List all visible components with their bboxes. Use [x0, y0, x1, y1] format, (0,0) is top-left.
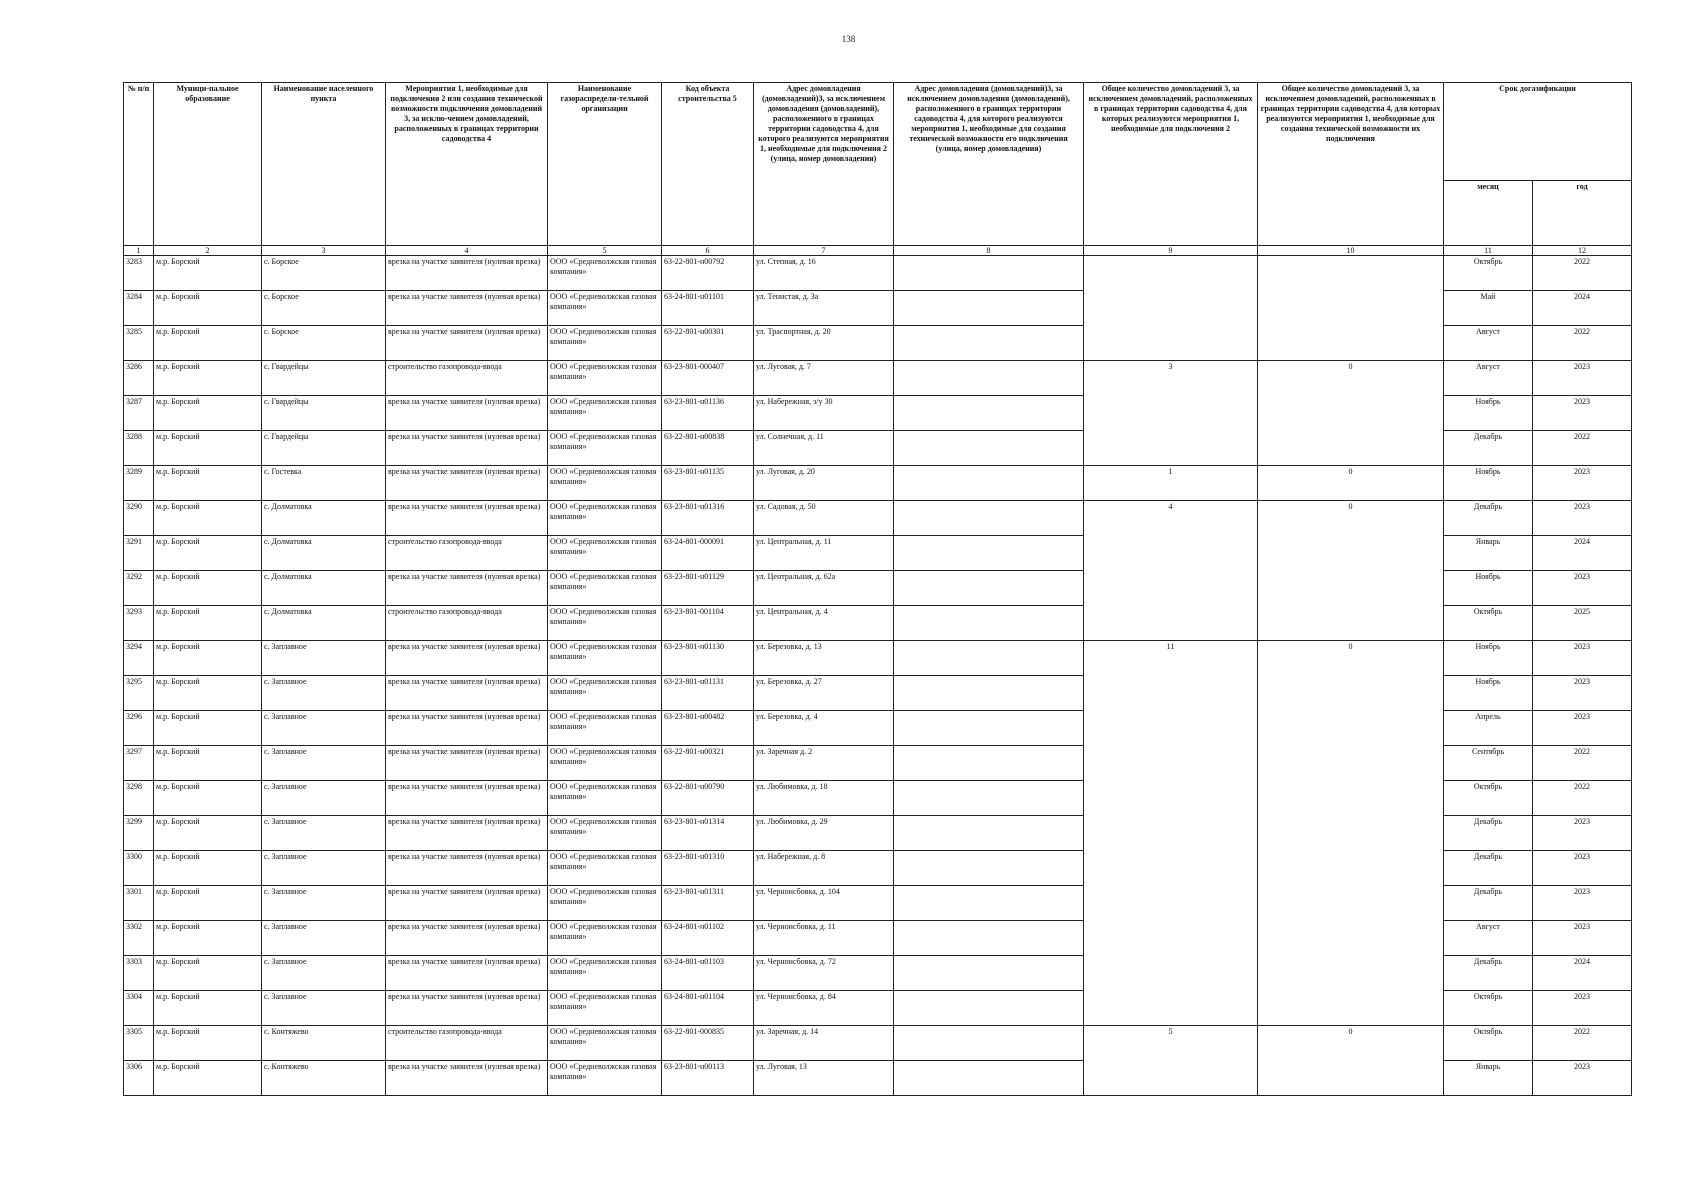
- settlement-cell: с. Гвардейцы: [262, 396, 386, 431]
- month-cell: Январь: [1444, 1061, 1533, 1096]
- organization-cell: ООО «Средневолжская газовая компания»: [548, 1026, 662, 1061]
- month-cell: Октябрь: [1444, 781, 1533, 816]
- object-code-cell: 63-23-801-н00482: [662, 711, 754, 746]
- address-cell: ул. Березовка, д. 4: [754, 711, 894, 746]
- year-cell: 2023: [1533, 396, 1632, 431]
- address-cell: ул. Любимовка, д. 18: [754, 781, 894, 816]
- settlement-cell: с. Заплавное: [262, 746, 386, 781]
- measure-cell: врезка на участке заявителя (нулевая врезка): [386, 326, 548, 361]
- year-cell: 2023: [1533, 1061, 1632, 1096]
- address-technical-cell: [894, 501, 1084, 536]
- settlement-cell: с. Заплавное: [262, 921, 386, 956]
- settlement-cell: с. Борское: [262, 291, 386, 326]
- month-cell: Сентябрь: [1444, 746, 1533, 781]
- month-cell: Декабрь: [1444, 851, 1533, 886]
- municipality-cell: м.р. Борский: [154, 956, 262, 991]
- object-code-cell: 63-22-801-н00790: [662, 781, 754, 816]
- measure-cell: строительство газопровода-ввода: [386, 361, 548, 396]
- year-cell: 2024: [1533, 536, 1632, 571]
- settlement-cell: с. Гостевка: [262, 466, 386, 501]
- year-cell: 2023: [1533, 641, 1632, 676]
- row-number: 3289: [124, 466, 154, 501]
- year-cell: 2023: [1533, 886, 1632, 921]
- year-cell: 2024: [1533, 291, 1632, 326]
- municipality-cell: м.р. Борский: [154, 676, 262, 711]
- address-cell: ул. Центральная, д. 62а: [754, 571, 894, 606]
- organization-cell: ООО «Средневолжская газовая компания»: [548, 466, 662, 501]
- settlement-cell: с. Заплавное: [262, 886, 386, 921]
- municipality-cell: м.р. Борский: [154, 536, 262, 571]
- address-cell: ул. Черноисбовка, д. 84: [754, 991, 894, 1026]
- header-row: [124, 83, 1632, 181]
- settlement-cell: с. Гвардейцы: [262, 431, 386, 466]
- measure-cell: строительство газопровода-ввода: [386, 606, 548, 641]
- count-connection-cell: 5: [1084, 1026, 1258, 1096]
- organization-cell: ООО «Средневолжская газовая компания»: [548, 571, 662, 606]
- municipality-cell: м.р. Борский: [154, 1061, 262, 1096]
- column-numbers-row: [124, 246, 1632, 256]
- address-technical-cell: [894, 1061, 1084, 1096]
- address-technical-cell: [894, 641, 1084, 676]
- year-cell: 2023: [1533, 711, 1632, 746]
- table-row: [124, 641, 1632, 676]
- object-code-cell: 63-24-801-000091: [662, 536, 754, 571]
- object-code-cell: 63-23-801-н01135: [662, 466, 754, 501]
- measure-cell: строительство газопровода-ввода: [386, 536, 548, 571]
- month-cell: Декабрь: [1444, 431, 1533, 466]
- address-technical-cell: [894, 1026, 1084, 1061]
- organization-cell: ООО «Средневолжская газовая компания»: [548, 396, 662, 431]
- municipality-cell: м.р. Борский: [154, 886, 262, 921]
- address-cell: ул. Набережная, д. 8: [754, 851, 894, 886]
- count-technical-cell: 0: [1258, 1026, 1444, 1096]
- measure-cell: врезка на участке заявителя (нулевая врезка): [386, 396, 548, 431]
- address-technical-cell: [894, 326, 1084, 361]
- municipality-cell: м.р. Борский: [154, 466, 262, 501]
- header-count-connection: Общее количество домовладений 3, за исключением домовладений, расположенных в границах территории садоводства 4, для которых реализуются мероприятия 1, необходимые для подключения 2: [1084, 83, 1258, 246]
- table-row: [124, 361, 1632, 396]
- month-cell: Май: [1444, 291, 1533, 326]
- municipality-cell: м.р. Борский: [154, 1026, 262, 1061]
- measure-cell: врезка на участке заявителя (нулевая врезка): [386, 641, 548, 676]
- municipality-cell: м.р. Борский: [154, 291, 262, 326]
- page-number: 138: [841, 34, 856, 44]
- year-cell: 2022: [1533, 781, 1632, 816]
- settlement-cell: с. Заплавное: [262, 781, 386, 816]
- address-technical-cell: [894, 991, 1084, 1026]
- count-connection-cell: 4: [1084, 501, 1258, 641]
- column-number: 10: [1258, 246, 1444, 256]
- month-cell: Ноябрь: [1444, 571, 1533, 606]
- column-number: 2: [154, 246, 262, 256]
- measure-cell: врезка на участке заявителя (нулевая врезка): [386, 1061, 548, 1096]
- row-number: 3292: [124, 571, 154, 606]
- settlement-cell: с. Заплавное: [262, 711, 386, 746]
- organization-cell: ООО «Средневолжская газовая компания»: [548, 1061, 662, 1096]
- row-number: 3293: [124, 606, 154, 641]
- month-cell: Ноябрь: [1444, 641, 1533, 676]
- municipality-cell: м.р. Борский: [154, 851, 262, 886]
- municipality-cell: м.р. Борский: [154, 396, 262, 431]
- address-cell: ул. Луговая, 13: [754, 1061, 894, 1096]
- year-cell: 2025: [1533, 606, 1632, 641]
- gasification-table: [123, 82, 1632, 1096]
- organization-cell: ООО «Средневолжская газовая компания»: [548, 781, 662, 816]
- month-cell: Январь: [1444, 536, 1533, 571]
- address-technical-cell: [894, 571, 1084, 606]
- object-code-cell: 63-23-801-н01311: [662, 886, 754, 921]
- address-technical-cell: [894, 396, 1084, 431]
- address-technical-cell: [894, 361, 1084, 396]
- column-number: 5: [548, 246, 662, 256]
- row-number: 3287: [124, 396, 154, 431]
- settlement-cell: с. Контяжево: [262, 1061, 386, 1096]
- address-cell: ул. Солнечная, д. 11: [754, 431, 894, 466]
- organization-cell: ООО «Средневолжская газовая компания»: [548, 676, 662, 711]
- measure-cell: строительство газопровода-ввода: [386, 1026, 548, 1061]
- settlement-cell: с. Долматовка: [262, 571, 386, 606]
- measure-cell: врезка на участке заявителя (нулевая врезка): [386, 571, 548, 606]
- address-technical-cell: [894, 676, 1084, 711]
- measure-cell: врезка на участке заявителя (нулевая врезка): [386, 501, 548, 536]
- count-connection-cell: 1: [1084, 466, 1258, 501]
- year-cell: 2023: [1533, 361, 1632, 396]
- address-cell: ул. Черноисбовка, д. 72: [754, 956, 894, 991]
- address-technical-cell: [894, 746, 1084, 781]
- measure-cell: врезка на участке заявителя (нулевая врезка): [386, 256, 548, 291]
- address-cell: ул. Заречная д. 2: [754, 746, 894, 781]
- month-cell: Декабрь: [1444, 501, 1533, 536]
- object-code-cell: 63-24-801-н01104: [662, 991, 754, 1026]
- object-code-cell: 63-24-801-н01103: [662, 956, 754, 991]
- measure-cell: врезка на участке заявителя (нулевая врезка): [386, 956, 548, 991]
- organization-cell: ООО «Средневолжская газовая компания»: [548, 256, 662, 291]
- organization-cell: ООО «Средневолжская газовая компания»: [548, 956, 662, 991]
- row-number: 3298: [124, 781, 154, 816]
- address-technical-cell: [894, 711, 1084, 746]
- settlement-cell: с. Долматовка: [262, 536, 386, 571]
- municipality-cell: м.р. Борский: [154, 746, 262, 781]
- header-address-connection: Адрес домовладения (домовладений)3, за исключением домовладения (домовладений), расположенного в границах территории садоводства 4, для которого реализуются мероприятия 1, необходимые для подключения 2 (улица, номер домовладения): [754, 83, 894, 246]
- measure-cell: врезка на участке заявителя (нулевая врезка): [386, 851, 548, 886]
- column-number: 4: [386, 246, 548, 256]
- header-municipality: Муници-пальное образование: [154, 83, 262, 246]
- organization-cell: ООО «Средневолжская газовая компания»: [548, 501, 662, 536]
- object-code-cell: 63-23-801-н01136: [662, 396, 754, 431]
- organization-cell: ООО «Средневолжская газовая компания»: [548, 711, 662, 746]
- object-code-cell: 63-22-801-н00321: [662, 746, 754, 781]
- header-month: месяц: [1444, 181, 1533, 246]
- year-cell: 2023: [1533, 851, 1632, 886]
- table-row: [124, 256, 1632, 291]
- count-technical-cell: 0: [1258, 466, 1444, 501]
- object-code-cell: 63-22-801-000835: [662, 1026, 754, 1061]
- year-cell: 2023: [1533, 816, 1632, 851]
- measure-cell: врезка на участке заявителя (нулевая врезка): [386, 816, 548, 851]
- settlement-cell: с. Заплавное: [262, 851, 386, 886]
- address-cell: ул. Садовая, д. 50: [754, 501, 894, 536]
- settlement-cell: с. Гвардейцы: [262, 361, 386, 396]
- header-address-technical: Адрес домовладения (домовладений)3, за исключением домовладения (домовладений), расположенного в границах территории садоводства 4, для которого реализуются мероприятия 1, необходимые для создания технической возможности его подключения (улица, номер домовладения): [894, 83, 1084, 246]
- municipality-cell: м.р. Борский: [154, 711, 262, 746]
- month-cell: Август: [1444, 326, 1533, 361]
- measure-cell: врезка на участке заявителя (нулевая врезка): [386, 991, 548, 1026]
- column-number: 7: [754, 246, 894, 256]
- address-cell: ул. Тенистая, д. 3а: [754, 291, 894, 326]
- address-technical-cell: [894, 431, 1084, 466]
- address-cell: ул. Любимовка, д. 29: [754, 816, 894, 851]
- column-number: 11: [1444, 246, 1533, 256]
- organization-cell: ООО «Средневолжская газовая компания»: [548, 746, 662, 781]
- year-cell: 2024: [1533, 956, 1632, 991]
- address-technical-cell: [894, 536, 1084, 571]
- table-row: [124, 466, 1632, 501]
- row-number: 3290: [124, 501, 154, 536]
- address-cell: ул. Заречная, д. 14: [754, 1026, 894, 1061]
- address-cell: ул. Степная, д. 16: [754, 256, 894, 291]
- settlement-cell: с. Долматовка: [262, 501, 386, 536]
- row-number: 3295: [124, 676, 154, 711]
- address-cell: ул. Набережная, з/у 30: [754, 396, 894, 431]
- row-number: 3305: [124, 1026, 154, 1061]
- organization-cell: ООО «Средневолжская газовая компания»: [548, 361, 662, 396]
- count-technical-cell: 0: [1258, 641, 1444, 1026]
- measure-cell: врезка на участке заявителя (нулевая врезка): [386, 921, 548, 956]
- municipality-cell: м.р. Борский: [154, 501, 262, 536]
- column-number: 1: [124, 246, 154, 256]
- organization-cell: ООО «Средневолжская газовая компания»: [548, 991, 662, 1026]
- row-number: 3302: [124, 921, 154, 956]
- address-cell: ул. Березовка, д. 13: [754, 641, 894, 676]
- settlement-cell: с. Заплавное: [262, 956, 386, 991]
- organization-cell: ООО «Средневолжская газовая компания»: [548, 431, 662, 466]
- table-row: [124, 1026, 1632, 1061]
- organization-cell: ООО «Средневолжская газовая компания»: [548, 291, 662, 326]
- settlement-cell: с. Заплавное: [262, 676, 386, 711]
- address-technical-cell: [894, 256, 1084, 291]
- row-number: 3288: [124, 431, 154, 466]
- header-organization: Наименование газораспредели-тельной организации: [548, 83, 662, 246]
- row-number: 3284: [124, 291, 154, 326]
- address-cell: ул. Черноисбовка, д. 11: [754, 921, 894, 956]
- object-code-cell: 63-22-801-н00301: [662, 326, 754, 361]
- month-cell: Ноябрь: [1444, 396, 1533, 431]
- month-cell: Октябрь: [1444, 1026, 1533, 1061]
- address-technical-cell: [894, 606, 1084, 641]
- object-code-cell: 63-23-801-н01314: [662, 816, 754, 851]
- settlement-cell: с. Борское: [262, 326, 386, 361]
- row-number: 3303: [124, 956, 154, 991]
- row-number: 3300: [124, 851, 154, 886]
- address-technical-cell: [894, 921, 1084, 956]
- measure-cell: врезка на участке заявителя (нулевая врезка): [386, 431, 548, 466]
- object-code-cell: 63-23-801-н01310: [662, 851, 754, 886]
- year-cell: 2022: [1533, 1026, 1632, 1061]
- address-technical-cell: [894, 886, 1084, 921]
- municipality-cell: м.р. Борский: [154, 921, 262, 956]
- address-cell: ул. Луговая, д. 7: [754, 361, 894, 396]
- municipality-cell: м.р. Борский: [154, 571, 262, 606]
- year-cell: 2023: [1533, 501, 1632, 536]
- object-code-cell: 63-23-801-н01130: [662, 641, 754, 676]
- object-code-cell: 63-24-801-н01101: [662, 291, 754, 326]
- settlement-cell: с. Заплавное: [262, 991, 386, 1026]
- month-cell: Октябрь: [1444, 256, 1533, 291]
- settlement-cell: с. Борское: [262, 256, 386, 291]
- column-number: 6: [662, 246, 754, 256]
- column-number: 3: [262, 246, 386, 256]
- count-technical-cell: 0: [1258, 361, 1444, 466]
- year-cell: 2022: [1533, 746, 1632, 781]
- year-cell: 2023: [1533, 571, 1632, 606]
- row-number: 3304: [124, 991, 154, 1026]
- year-cell: 2023: [1533, 921, 1632, 956]
- row-number: 3297: [124, 746, 154, 781]
- municipality-cell: м.р. Борский: [154, 361, 262, 396]
- settlement-cell: с. Долматовка: [262, 606, 386, 641]
- row-number: 3299: [124, 816, 154, 851]
- column-number: 12: [1533, 246, 1632, 256]
- object-code-cell: 63-23-801-н01129: [662, 571, 754, 606]
- header-num: № п/п: [124, 83, 154, 246]
- month-cell: Ноябрь: [1444, 676, 1533, 711]
- table-row: [124, 501, 1632, 536]
- measure-cell: врезка на участке заявителя (нулевая врезка): [386, 466, 548, 501]
- header-year: год: [1533, 181, 1632, 246]
- object-code-cell: 63-22-801-н00792: [662, 256, 754, 291]
- header-measures: Мероприятия 1, необходимые для подключения 2 или создания технической возможности подключения домовладений 3, за исклю-чением домовладений, расположенных в границах территории садоводства 4: [386, 83, 548, 246]
- count-connection-cell: 11: [1084, 641, 1258, 1026]
- object-code-cell: 63-22-801-н00838: [662, 431, 754, 466]
- month-cell: Декабрь: [1444, 816, 1533, 851]
- address-cell: ул. Березовка, д. 27: [754, 676, 894, 711]
- municipality-cell: м.р. Борский: [154, 326, 262, 361]
- organization-cell: ООО «Средневолжская газовая компания»: [548, 641, 662, 676]
- organization-cell: ООО «Средневолжская газовая компания»: [548, 326, 662, 361]
- address-cell: ул. Центральная, д. 11: [754, 536, 894, 571]
- count-connection-cell: 3: [1084, 361, 1258, 466]
- month-cell: Апрель: [1444, 711, 1533, 746]
- column-number: 9: [1084, 246, 1258, 256]
- municipality-cell: м.р. Борский: [154, 606, 262, 641]
- municipality-cell: м.р. Борский: [154, 641, 262, 676]
- month-cell: Декабрь: [1444, 886, 1533, 921]
- year-cell: 2023: [1533, 676, 1632, 711]
- measure-cell: врезка на участке заявителя (нулевая врезка): [386, 781, 548, 816]
- year-cell: 2023: [1533, 991, 1632, 1026]
- year-cell: 2022: [1533, 326, 1632, 361]
- row-number: 3283: [124, 256, 154, 291]
- header-count-technical: Общее количество домовладений 3, за исключением домовладений, расположенных в границах территории садоводства 4, для которых реализуются мероприятия 1, необходимые для создания технической возможности их подключения: [1258, 83, 1444, 246]
- row-number: 3301: [124, 886, 154, 921]
- month-cell: Октябрь: [1444, 991, 1533, 1026]
- address-cell: ул. Луговая, д. 20: [754, 466, 894, 501]
- address-technical-cell: [894, 781, 1084, 816]
- address-cell: ул. Черноисбовка, д. 104: [754, 886, 894, 921]
- month-cell: Декабрь: [1444, 956, 1533, 991]
- header-object-code: Код объекта строительства 5: [662, 83, 754, 246]
- address-technical-cell: [894, 466, 1084, 501]
- row-number: 3291: [124, 536, 154, 571]
- municipality-cell: м.р. Борский: [154, 431, 262, 466]
- settlement-cell: с. Контяжево: [262, 1026, 386, 1061]
- row-number: 3286: [124, 361, 154, 396]
- address-cell: ул. Центральная, д. 4: [754, 606, 894, 641]
- organization-cell: ООО «Средневолжская газовая компания»: [548, 606, 662, 641]
- month-cell: Август: [1444, 361, 1533, 396]
- measure-cell: врезка на участке заявителя (нулевая врезка): [386, 711, 548, 746]
- organization-cell: ООО «Средневолжская газовая компания»: [548, 536, 662, 571]
- measure-cell: врезка на участке заявителя (нулевая врезка): [386, 676, 548, 711]
- address-technical-cell: [894, 851, 1084, 886]
- month-cell: Октябрь: [1444, 606, 1533, 641]
- organization-cell: ООО «Средневолжская газовая компания»: [548, 886, 662, 921]
- year-cell: 2022: [1533, 431, 1632, 466]
- municipality-cell: м.р. Борский: [154, 991, 262, 1026]
- address-technical-cell: [894, 816, 1084, 851]
- row-number: 3285: [124, 326, 154, 361]
- year-cell: 2022: [1533, 256, 1632, 291]
- settlement-cell: с. Заплавное: [262, 641, 386, 676]
- header-deadline: Срок догазификации: [1444, 83, 1632, 181]
- object-code-cell: 63-23-801-000407: [662, 361, 754, 396]
- count-technical-cell: [1258, 256, 1444, 361]
- month-cell: Август: [1444, 921, 1533, 956]
- column-number: 8: [894, 246, 1084, 256]
- row-number: 3294: [124, 641, 154, 676]
- municipality-cell: м.р. Борский: [154, 256, 262, 291]
- organization-cell: ООО «Средневолжская газовая компания»: [548, 921, 662, 956]
- address-technical-cell: [894, 956, 1084, 991]
- object-code-cell: 63-23-801-001104: [662, 606, 754, 641]
- settlement-cell: с. Заплавное: [262, 816, 386, 851]
- object-code-cell: 63-23-801-н00113: [662, 1061, 754, 1096]
- measure-cell: врезка на участке заявителя (нулевая врезка): [386, 291, 548, 326]
- object-code-cell: 63-24-801-н01102: [662, 921, 754, 956]
- municipality-cell: м.р. Борский: [154, 816, 262, 851]
- measure-cell: врезка на участке заявителя (нулевая врезка): [386, 746, 548, 781]
- address-technical-cell: [894, 291, 1084, 326]
- month-cell: Ноябрь: [1444, 466, 1533, 501]
- organization-cell: ООО «Средневолжская газовая компания»: [548, 851, 662, 886]
- count-connection-cell: [1084, 256, 1258, 361]
- address-cell: ул. Траспортная, д. 20: [754, 326, 894, 361]
- row-number: 3296: [124, 711, 154, 746]
- object-code-cell: 63-23-801-н01131: [662, 676, 754, 711]
- organization-cell: ООО «Средневолжская газовая компания»: [548, 816, 662, 851]
- municipality-cell: м.р. Борский: [154, 781, 262, 816]
- year-cell: 2023: [1533, 466, 1632, 501]
- object-code-cell: 63-23-801-н01316: [662, 501, 754, 536]
- measure-cell: врезка на участке заявителя (нулевая врезка): [386, 886, 548, 921]
- row-number: 3306: [124, 1061, 154, 1096]
- header-settlement: Наименование населенного пункта: [262, 83, 386, 246]
- count-technical-cell: 0: [1258, 501, 1444, 641]
